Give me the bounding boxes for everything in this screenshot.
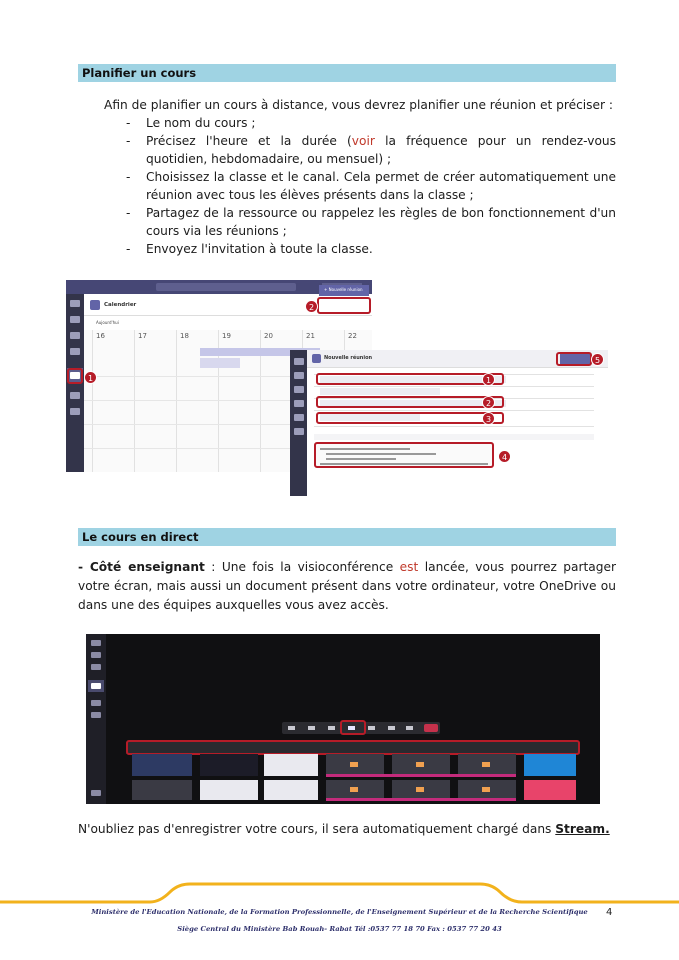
bullet-text: la fréquence pour un rendez-vous quotidien, hebdomadaire, ou mensuel) ; — [146, 134, 616, 166]
microphone-icon — [328, 726, 335, 730]
marker-box-1 — [316, 373, 504, 385]
hang-up-icon — [424, 724, 438, 732]
list-item — [124, 132, 616, 168]
day-number: 16 — [96, 332, 105, 340]
marker-share-tray — [126, 740, 580, 755]
footer-ministry: Ministère de l'Education Nationale, de la Formation Professionnelle, de l'Enseignement Supérieur et de la Recherche Scientifique — [91, 908, 588, 916]
browse-thumbnail — [524, 780, 576, 800]
window-thumbnail — [200, 780, 258, 800]
files-icon — [91, 712, 101, 718]
file-icon — [482, 787, 490, 792]
activity-icon — [70, 300, 80, 307]
separator-line — [326, 774, 516, 777]
form-divider — [314, 426, 594, 427]
marker-number: 2 — [482, 396, 495, 409]
stream-link[interactable]: Stream. — [555, 822, 610, 836]
footer-wave — [0, 878, 679, 908]
today-label: Aujourd'hui — [96, 320, 119, 325]
bullet-text: Précisez l'heure et la durée ( — [146, 134, 352, 148]
calendar-event — [200, 358, 240, 368]
final-paragraph — [78, 820, 616, 839]
file-icon — [350, 762, 358, 767]
calendar-toolbar — [84, 316, 372, 330]
files-icon — [294, 428, 304, 435]
desktop-thumbnail — [132, 754, 192, 776]
assignments-icon — [70, 348, 80, 355]
files-icon — [70, 408, 80, 415]
marker-number: 1 — [84, 371, 97, 384]
marker-box-2 — [316, 396, 504, 408]
day-number: 21 — [306, 332, 315, 340]
marker-box-1 — [67, 368, 83, 384]
day-number: 18 — [180, 332, 189, 340]
meeting-icon — [312, 354, 321, 363]
calendar-app-icon — [90, 300, 100, 310]
intro-text: Afin de planifier un cours à distance, vous devrez planifier une réunion et préciser : — [104, 98, 613, 112]
marker-box-2 — [317, 297, 371, 314]
teams-icon — [70, 332, 80, 339]
bullet-list — [124, 114, 616, 258]
list-item: - Choisissez la classe et le canal. Cela permet de créer automatiquement une réunion avec tous les élèves présents dans la classe ; — [124, 168, 616, 204]
search-bar — [156, 283, 296, 291]
calls-icon — [294, 414, 304, 421]
file-icon — [416, 787, 424, 792]
timer-icon — [288, 726, 295, 730]
chat-icon — [388, 726, 395, 730]
section-title-planifier: Planifier un cours — [78, 64, 616, 82]
marker-box-5 — [556, 352, 592, 366]
list-item: - Partagez de la ressource ou rappelez les règles de bon fonctionnement d'un cours via les réunions ; — [124, 204, 616, 240]
highlight-est: est — [399, 560, 419, 574]
more-options-icon — [368, 726, 375, 730]
calls-icon — [91, 700, 101, 706]
whiteboard-thumbnail — [524, 754, 576, 776]
calendar-title: Calendrier — [104, 302, 137, 308]
teacher-text: lancée, vous pourrez partager votre écran, mais aussi un document présent dans votre ordinateur, votre OneDrive ou dans une des équipes auxquelles vous avez accès. — [78, 560, 616, 612]
new-meeting-label: + Nouvelle réunion — [324, 287, 363, 292]
calls-icon — [70, 392, 80, 399]
activity-icon — [91, 640, 101, 646]
help-icon — [91, 790, 101, 796]
day-number: 19 — [222, 332, 231, 340]
day-column — [134, 330, 135, 472]
window-thumbnail — [264, 754, 318, 776]
calendar-icon — [91, 683, 101, 689]
teams-icon — [294, 386, 304, 393]
section-title-cours-direct: Le cours en direct — [78, 528, 616, 546]
day-number: 17 — [138, 332, 147, 340]
teams-icon — [91, 664, 101, 670]
live-meeting-screenshot — [86, 634, 600, 804]
window-thumbnail — [200, 754, 258, 776]
day-column — [176, 330, 177, 472]
file-icon — [350, 787, 358, 792]
chat-icon — [294, 372, 304, 379]
marker-box-3 — [316, 412, 504, 424]
marker-number: 1 — [482, 373, 495, 386]
camera-icon — [308, 726, 315, 730]
chat-icon — [70, 316, 80, 323]
file-icon — [482, 762, 490, 767]
marker-number: 3 — [482, 412, 495, 425]
teacher-text: : Une fois la visioconférence — [204, 560, 400, 574]
final-text: N'oubliez pas d'enregistrer votre cours, il sera automatiquement chargé dans — [78, 822, 556, 836]
marker-share-button — [340, 720, 366, 735]
form-divider — [314, 386, 594, 387]
window-thumbnail — [264, 780, 318, 800]
activity-icon — [294, 358, 304, 365]
participants-icon — [406, 726, 413, 730]
meeting-title: Nouvelle réunion — [324, 355, 373, 361]
marker-number: 5 — [591, 353, 604, 366]
teacher-label: - Côté enseignant — [78, 560, 205, 574]
marker-number: 2 — [305, 300, 318, 313]
marker-number: 4 — [498, 450, 511, 463]
list-item: - Envoyez l'invitation à toute la classe. — [124, 240, 616, 258]
list-item: - Le nom du cours ; — [124, 114, 616, 132]
file-icon — [416, 762, 424, 767]
new-meeting-screenshot — [290, 350, 608, 496]
app-rail — [86, 634, 106, 804]
window-thumbnail — [132, 780, 192, 800]
day-number: 22 — [348, 332, 357, 340]
teacher-paragraph — [78, 558, 616, 615]
editor-toolbar — [314, 434, 594, 440]
day-column — [92, 330, 93, 472]
form-divider — [314, 410, 594, 411]
marker-box-4 — [314, 442, 494, 468]
separator-line — [326, 798, 516, 801]
calendar-icon — [294, 400, 304, 407]
highlight-voir: voir — [351, 134, 375, 148]
day-number: 20 — [264, 332, 273, 340]
chat-icon — [91, 652, 101, 658]
attendees-field — [320, 388, 440, 395]
footer-address: Siège Central du Ministère Bab Rouah- Rabat Tél :0537 77 18 70 Fax : 0537 77 20 43 — [177, 925, 502, 933]
page-number: 4 — [606, 907, 613, 918]
